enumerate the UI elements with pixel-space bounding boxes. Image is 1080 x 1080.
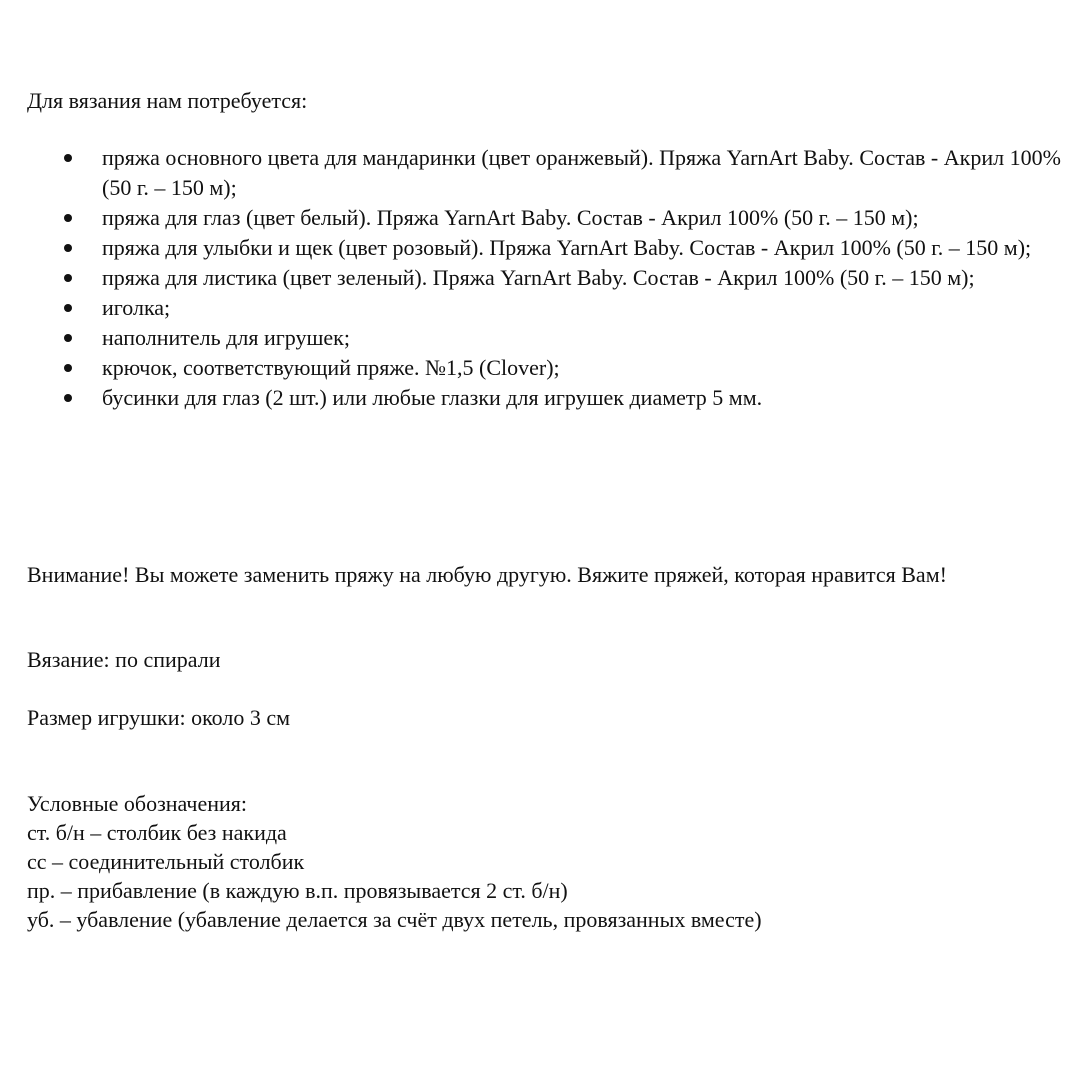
list-item-text: бусинки для глаз (2 шт.) или любые глазки для игрушек диаметр 5 мм. [102, 385, 763, 410]
list-item [27, 383, 1061, 413]
toy-size: Размер игрушки: около 3 см [27, 705, 291, 730]
legend [27, 789, 762, 934]
bullet-icon [64, 304, 72, 312]
list-item [27, 293, 1061, 323]
list-item [27, 143, 1061, 203]
list-item-text: крючок, соответствующий пряже. №1,5 (Clover); [102, 355, 560, 380]
bullet-icon [64, 334, 72, 342]
bullet-icon [64, 244, 72, 252]
legend-item: ст. б/н – столбик без накида [27, 820, 287, 845]
list-item [27, 203, 1061, 233]
legend-item: пр. – прибавление (в каждую в.п. провязывается 2 ст. б/н) [27, 878, 568, 903]
legend-item: уб. – убавление (убавление делается за счёт двух петель, провязанных вместе) [27, 907, 762, 932]
bullet-icon [64, 154, 72, 162]
list-item [27, 353, 1061, 383]
materials-intro: Для вязания нам потребуется: [27, 88, 308, 113]
knitting-method: Вязание: по спирали [27, 647, 221, 672]
bullet-icon [64, 274, 72, 282]
list-item-text: пряжа основного цвета для мандаринки (цвет оранжевый). Пряжа YarnArt Baby. Состав - Акрил 100% (50 г. – 150 м); [102, 145, 1061, 200]
list-item-text: пряжа для глаз (цвет белый). Пряжа YarnArt Baby. Состав - Акрил 100% (50 г. – 150 м); [102, 205, 919, 230]
list-item [27, 263, 1061, 293]
list-item [27, 323, 1061, 353]
warning-note: Внимание! Вы можете заменить пряжу на любую другую. Вяжите пряжей, которая нравится Вам! [27, 562, 947, 587]
list-item [27, 233, 1061, 263]
bullet-icon [64, 364, 72, 372]
bullet-icon [64, 394, 72, 402]
list-item-text: наполнитель для игрушек; [102, 325, 350, 350]
list-item-text: пряжа для листика (цвет зеленый). Пряжа YarnArt Baby. Состав - Акрил 100% (50 г. – 150 м); [102, 265, 975, 290]
legend-title: Условные обозначения: [27, 791, 248, 816]
legend-item: сс – соединительный столбик [27, 849, 305, 874]
list-item-text: иголка; [102, 295, 171, 320]
list-item-text: пряжа для улыбки и щек (цвет розовый). Пряжа YarnArt Baby. Состав - Акрил 100% (50 г. – 150 м); [102, 235, 1032, 260]
materials-list [27, 143, 1061, 413]
bullet-icon [64, 214, 72, 222]
